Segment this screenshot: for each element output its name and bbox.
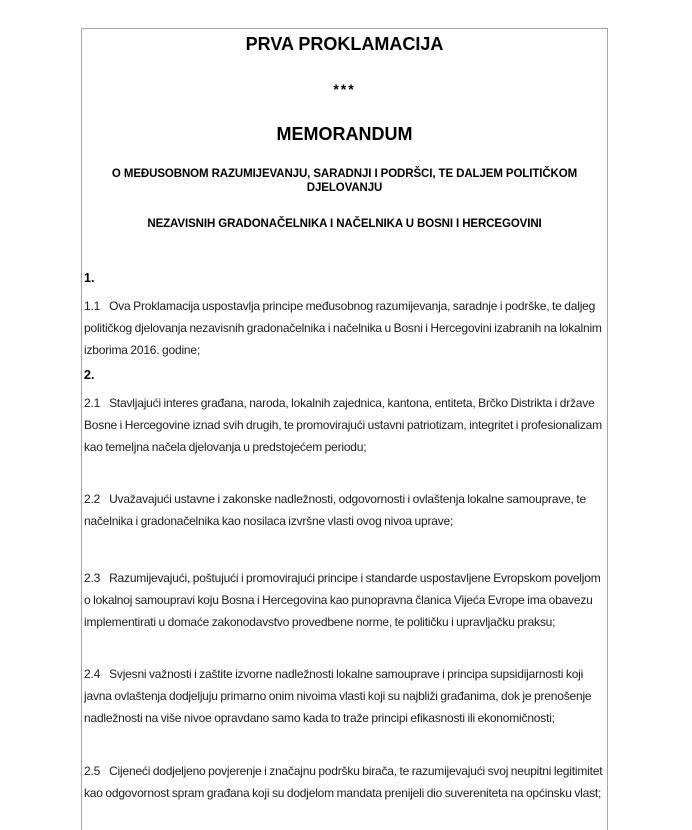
paragraph-2-4 <box>84 663 605 729</box>
paragraph-1-1 <box>84 295 605 361</box>
paragraph-id: 1.1 <box>84 299 101 313</box>
paragraph-text: Uvažavajući ustavne i zakonske nadležnosti, odgovornosti i ovlaštenja lokalne samouprave, te načelnika i gradonačelnika kao nosilaca izvršne vlasti ovog nivoa uprave; <box>84 492 586 528</box>
doc-subheading-line1: O MEĐUSOBNOM RAZUMIJEVANJU, SARADNJI I PODRŠCI, TE DALJEM POLITIČKOM DJELOVANJU <box>111 168 578 194</box>
paragraph-2-3 <box>84 567 605 633</box>
separator-stars: *** <box>333 81 356 97</box>
paragraph-id: 2.3 <box>84 571 101 585</box>
paragraph-id: 2.5 <box>84 764 101 778</box>
paragraph-2-1 <box>84 392 605 458</box>
paragraph-id: 2.1 <box>84 396 101 410</box>
paragraph-id: 2.4 <box>84 667 101 681</box>
doc-subheading-line2: NEZAVISNIH GRADONAČELNIKA I NAČELNIKA U BOSNI I HERCEGOVINI <box>147 218 542 230</box>
paragraph-text: Ova Proklamacija uspostavlja principe međusobnog razumijevanja, saradnje i podrške, te daljeg političkog djelovanja nezavisnih gradonačelnika i načelnika u Bosni i Hercegovini izabranih na lokalnim izborima 2016. godine; <box>84 299 602 357</box>
paragraph-text: Razumijevajući, poštujući i promovirajući principe i standarde uspostavljene Evropskom poveljom o lokalnoj samoupravi koju Bosna i Hercegovina kao punopravna članica Vijeća Evrope ima obavezu implementirati u domaće zakonodavstvo provedbene norme, te političku i upravljačku praksu; <box>84 571 601 629</box>
paragraph-text: Stavljajući interes građana, naroda, lokalnih zajednica, kantona, entiteta, Brčko Distrikta i države Bosne i Hercegovine iznad svih drugih, te promovirajući ustavni patriotizam, integritet i profesionalizam kao temeljna načela djelovanja u predstojećem periodu; <box>84 396 602 454</box>
paragraph-2-5 <box>84 760 605 804</box>
paragraph-id: 2.2 <box>84 492 101 506</box>
paragraph-text: Svjesni važnosti i zaštite izvorne nadležnosti lokalne samouprave i principa supsidijarnosti koji javna ovlaštenja dodjeljuju primarno onim nivoima vlasti koji su najbliži građanima, dok je prenošenje nadležnosti na više nivoe opravdano samo kada to traže principi efikasnosti ili ekonomičnosti; <box>84 667 592 725</box>
document-page <box>81 28 608 830</box>
doc-heading-memorandum: MEMORANDUM <box>276 124 413 144</box>
paragraph-text: Cijeneći dodjeljeno povjerenje i značajnu podršku birača, te razumijevajući svoj neupitni legitimitet kao odgovornost spram građana koji su dodjelom mandata prenijeli dio suvereniteta na općinsku vlast; <box>84 764 603 800</box>
doc-title: PRVA PROKLAMACIJA <box>245 34 444 54</box>
paragraph-2-2 <box>84 488 605 532</box>
section-number-2: 2. <box>84 368 95 382</box>
section-number-1: 1. <box>84 271 95 285</box>
